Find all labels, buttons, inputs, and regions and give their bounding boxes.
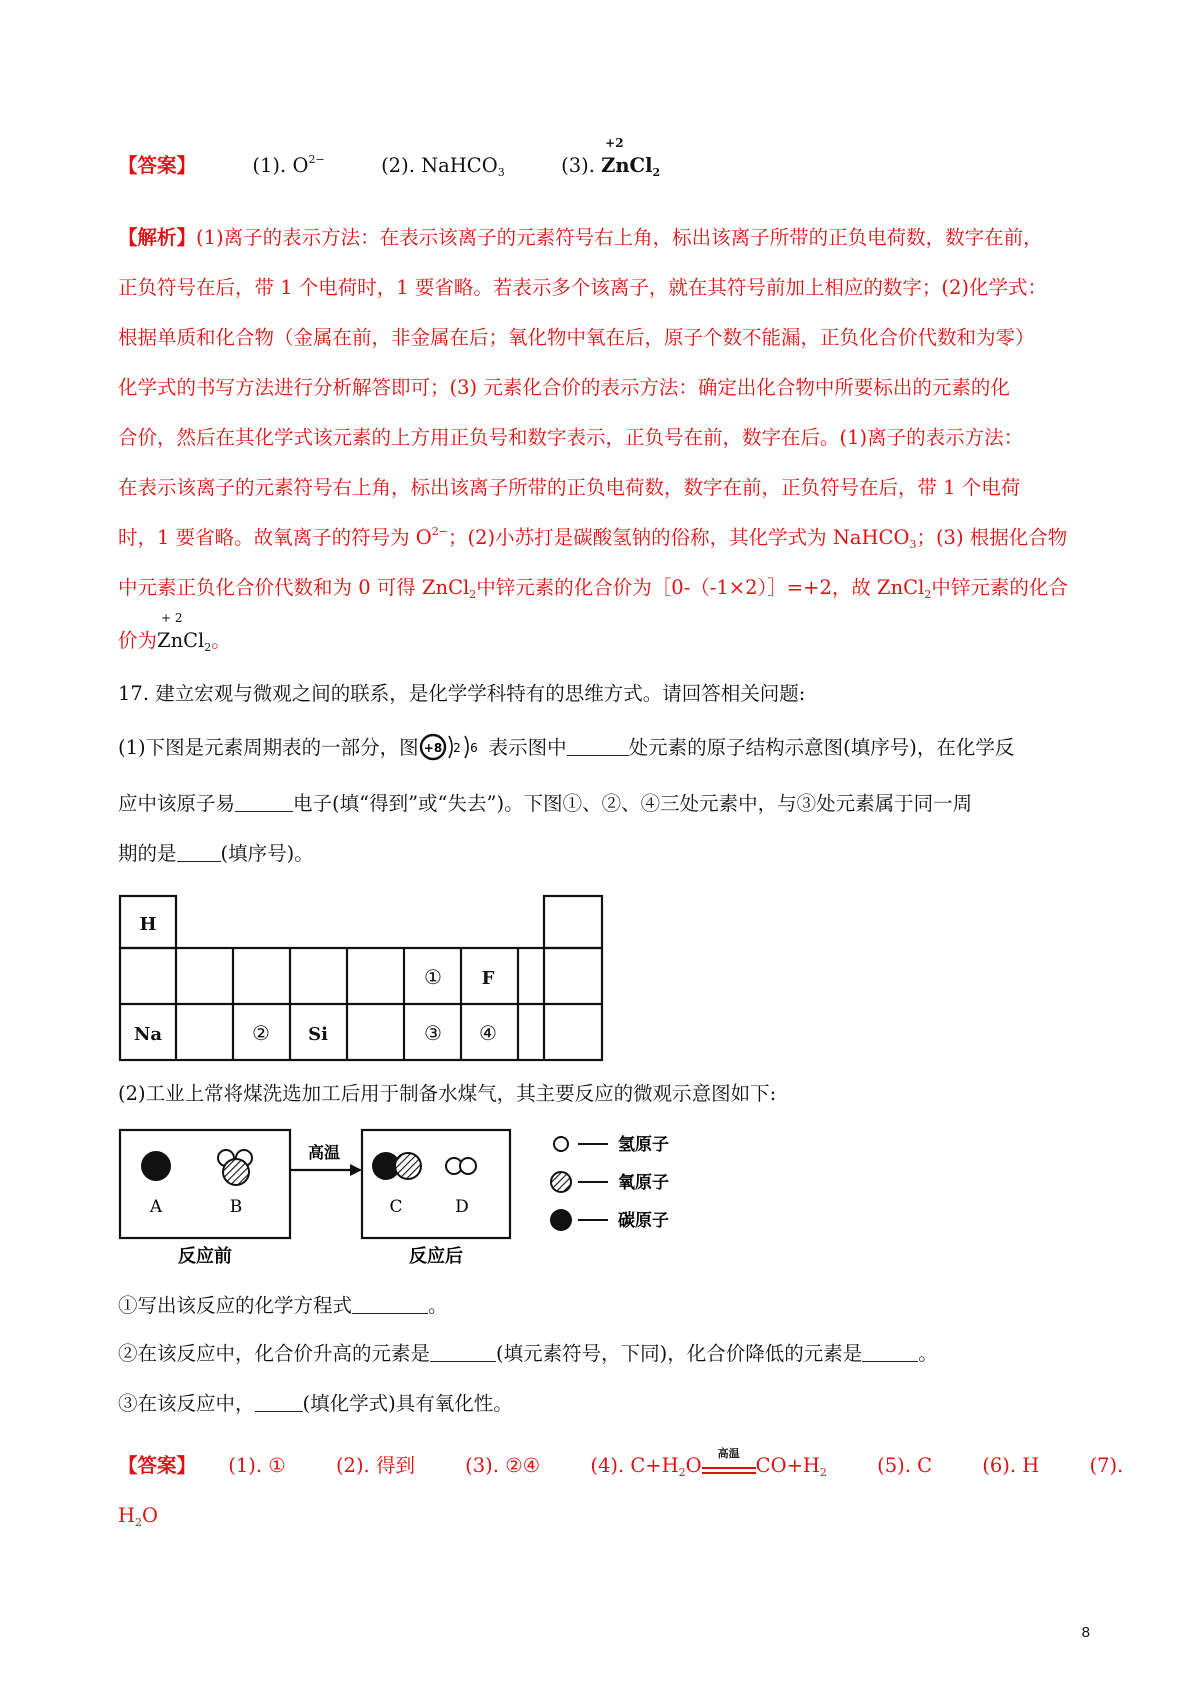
question-17-p4: (2)工业上常将煤洗选加工后用于制备水煤气，其主要反应的微观示意图如下: bbox=[118, 1082, 777, 1105]
analysis-line-1: 【解析】(1)离子的表示方法：在表示该离子的元素符号右上角，标出该离子所带的正负电荷数，数字在前， bbox=[118, 226, 1043, 249]
sub-question-3: ③在该反应中， (填化学式)具有氧化性。 bbox=[118, 1392, 513, 1415]
svg-text:碳原子: 碳原子 bbox=[618, 1211, 669, 1231]
blank-6[interactable] bbox=[862, 1343, 918, 1362]
blank-1[interactable] bbox=[567, 737, 629, 756]
carbon-atom bbox=[141, 1151, 171, 1181]
periodic-table-fragment bbox=[118, 892, 608, 1064]
question-17-p3: 期的是 (填序号)。 bbox=[118, 842, 314, 865]
svg-text:6: 6 bbox=[469, 741, 478, 755]
analysis-line-6: 在表示该离子的元素符号右上角，标出该离子所带的正负电荷数，数字在前，正负符号在后，带 1 个电荷 bbox=[118, 476, 1021, 499]
cell-marker-1: ① bbox=[424, 965, 442, 989]
sub-question-1: ①写出该反应的化学方程式 。 bbox=[118, 1294, 448, 1317]
svg-text:高温: 高温 bbox=[307, 1143, 341, 1162]
answer-label: 【答案】 bbox=[118, 154, 197, 177]
analysis-line-8: 中元素正负化合价代数和为 0 可得 ZnCl$_2$中锌元素的化合价为［0-（-1×2）］=+2，故 ZnCl$_2$中锌元素的化合 bbox=[118, 576, 1068, 601]
cell-si: Si bbox=[308, 1024, 328, 1045]
analysis-line-3: 根据单质和化合物（金属在前，非金属在后；氧化物中氧在后，原子个数不能漏，正负化合价代数和为零） bbox=[118, 326, 1035, 349]
oxygen-atom bbox=[395, 1153, 421, 1179]
before-box bbox=[120, 1130, 290, 1238]
oxygen-atom bbox=[223, 1159, 249, 1185]
svg-text:反应前: 反应前 bbox=[178, 1246, 232, 1267]
answer-17: 【答案】 (1). ① (2). 得到 (3). ②④ (4). $C+H_2O$ 高温 $CO+H_2$ (5). C (6). H (7). bbox=[118, 1447, 1124, 1479]
analysis-line-7: 时，1 要省略。故氧离子的符号为 $O^{2-}$；(2)小苏打是碳酸氢钠的俗称，其化学式为 NaHCO$_3$；(3) 根据化合物 bbox=[118, 525, 1068, 551]
cell-f: F bbox=[481, 968, 495, 989]
answer-2: (2). NaHCO$_3$ bbox=[381, 154, 505, 179]
analysis-line-4: 化学式的书写方法进行分析解答即可；(3) 元素化合价的表示方法：确定出化合物中所要标出的元素的化 bbox=[118, 376, 1010, 399]
page-number: 8 bbox=[1081, 1624, 1090, 1641]
svg-text:+8: +8 bbox=[423, 741, 442, 755]
cell-marker-3: ③ bbox=[424, 1021, 442, 1045]
blank-3[interactable] bbox=[177, 843, 221, 862]
blank-5[interactable] bbox=[430, 1343, 496, 1362]
svg-text:B: B bbox=[229, 1197, 243, 1217]
svg-text:氢原子: 氢原子 bbox=[618, 1135, 669, 1155]
svg-text:2: 2 bbox=[452, 741, 461, 755]
answer-16 bbox=[118, 136, 661, 179]
cell-marker-4: ④ bbox=[479, 1021, 497, 1045]
svg-text:A: A bbox=[149, 1197, 163, 1217]
legend-carbon-icon bbox=[550, 1209, 572, 1231]
after-box bbox=[362, 1130, 510, 1238]
hydrogen-atom bbox=[460, 1158, 476, 1174]
answer-17-line-2: $H_2O$ bbox=[118, 1504, 159, 1529]
question-17-p1: (1)下图是元素周期表的一部分，图 +8 2 6 表示图中 处元素的原子结构示意图(填序号)，在化学反 bbox=[118, 732, 1014, 762]
reaction-micro-diagram bbox=[118, 1120, 758, 1270]
cell-na: Na bbox=[133, 1024, 163, 1045]
atom-structure-diagram bbox=[419, 732, 489, 762]
cell-h: H bbox=[139, 914, 157, 935]
svg-text:C: C bbox=[389, 1197, 403, 1217]
blank-2[interactable] bbox=[235, 793, 293, 812]
question-17-p2: 应中该原子易 电子(填“得到”或“失去”)。下图①、②、④三处元素中，与③处元素属于同一周 bbox=[118, 792, 973, 815]
blank-7[interactable] bbox=[255, 1393, 303, 1412]
analysis-label: 【解析】 bbox=[118, 226, 197, 249]
analysis-line-5: 合价，然后在其化学式该元素的上方用正负号和数字表示，正负号在前，数字在后。(1)离子的表示方法： bbox=[118, 426, 1024, 449]
question-17-stem: 17. 建立宏观与微观之间的联系，是化学学科特有的思维方式。请回答相关问题: bbox=[118, 682, 806, 705]
blank-4[interactable] bbox=[352, 1295, 428, 1314]
answer-equation: (4). $C+H_2O$ 高温 $CO+H_2$ bbox=[590, 1447, 827, 1479]
sub-question-2: ②在该反应中，化合价升高的元素是 (填元素符号，下同)，化合价降低的元素是 。 bbox=[118, 1342, 938, 1365]
answer-1: (1). $O^{2-}$ bbox=[252, 153, 325, 177]
svg-text:反应后: 反应后 bbox=[409, 1246, 463, 1267]
arrow-head bbox=[350, 1164, 362, 1176]
cell-marker-2: ② bbox=[252, 1021, 270, 1045]
svg-text:氧原子: 氧原子 bbox=[618, 1173, 669, 1193]
analysis-line-9: 价为 + 2 ZnCl$_2$。 bbox=[118, 611, 231, 654]
analysis-line-2: 正负符号在后，带 1 个电荷时，1 要省略。若表示多个该离子，就在其符号前加上相应的数字；(2)化学式： bbox=[118, 276, 1048, 299]
answer-3: (3). +2 ZnCl$_2$ bbox=[561, 136, 661, 179]
legend-oxygen-icon bbox=[551, 1172, 571, 1192]
legend-hydrogen-icon bbox=[554, 1137, 568, 1151]
svg-text:D: D bbox=[455, 1197, 469, 1217]
